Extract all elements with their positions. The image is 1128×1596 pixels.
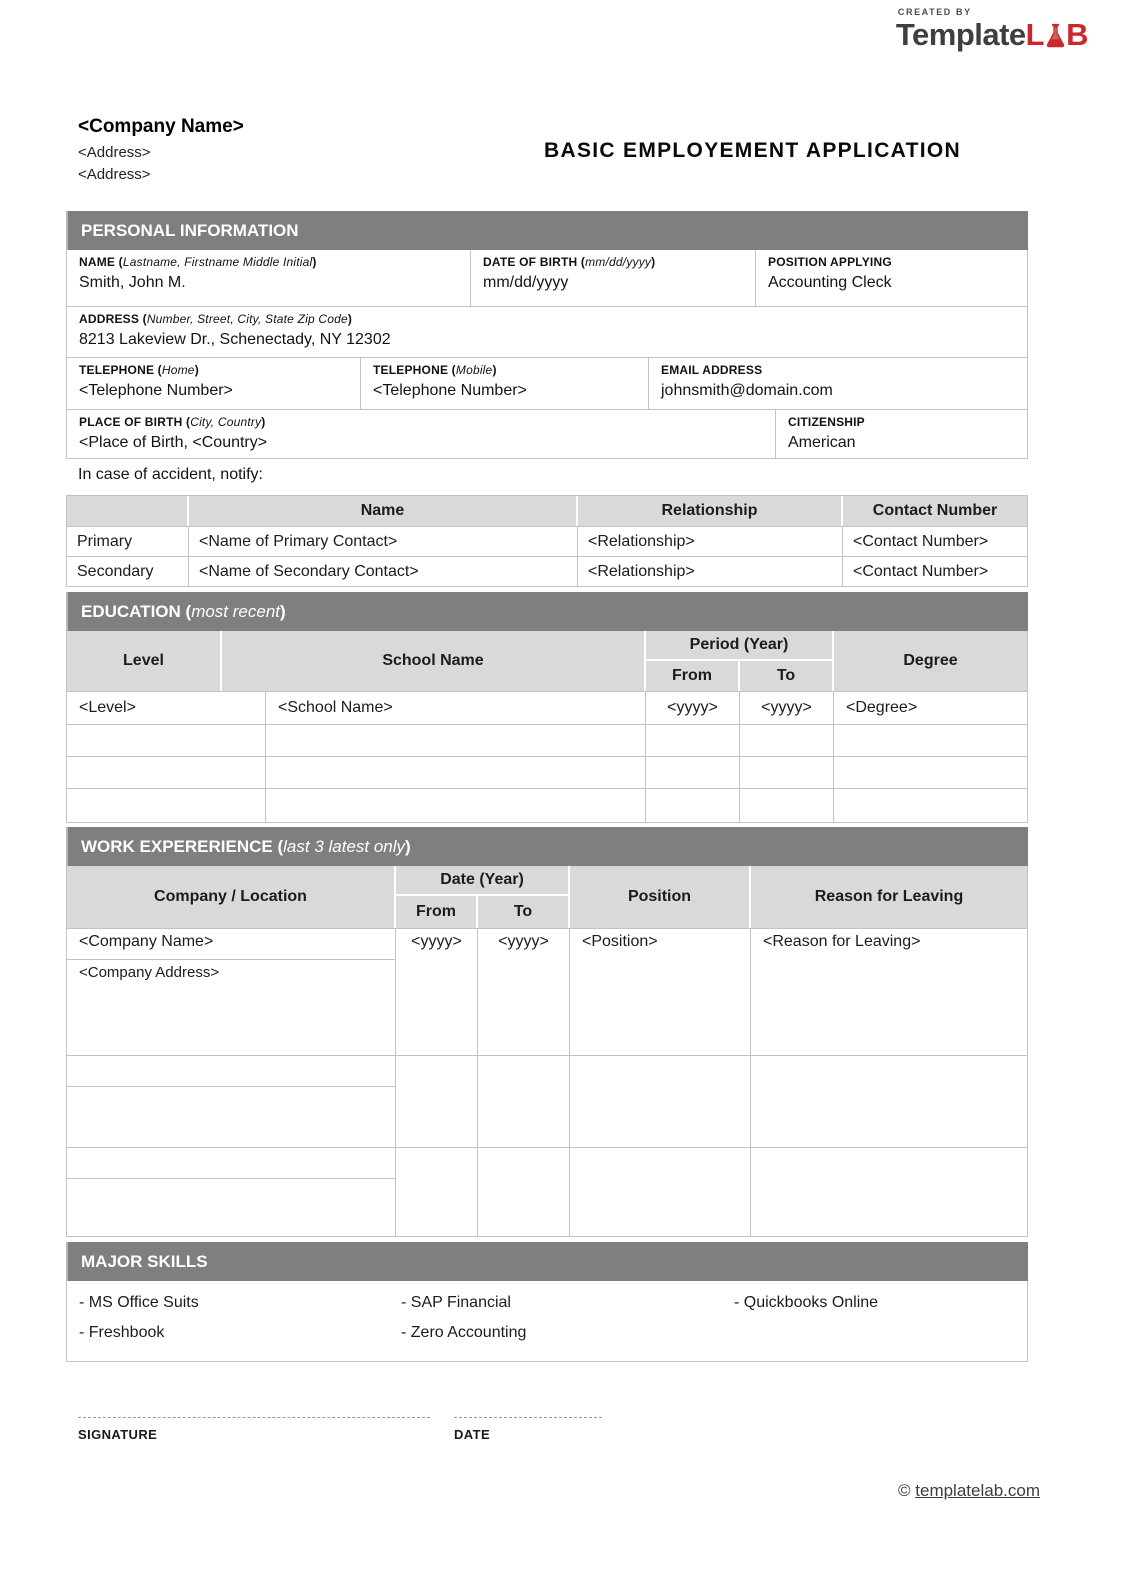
- column-header: Position: [570, 866, 751, 928]
- cell: <yyyy>: [740, 691, 834, 724]
- position-applying-field-label: POSITION APPLYING: [768, 255, 892, 269]
- column-header: [67, 496, 189, 526]
- cell: [834, 724, 1027, 756]
- contacts-header-row: [67, 496, 1027, 526]
- section-bar-work-experience: WORK EXPERERIENCE (last 3 latest only): [66, 827, 1028, 866]
- position-applying-field-value: Accounting Cleck: [768, 274, 892, 291]
- cell: [834, 788, 1027, 822]
- skills-row: [79, 1319, 1027, 1349]
- cell: [751, 1056, 1027, 1147]
- telephone-mobile-field-value: <Telephone Number>: [373, 382, 527, 399]
- column-header: From: [396, 896, 478, 928]
- column-header: School Name: [222, 631, 646, 691]
- table-row: [67, 788, 1027, 822]
- telephone-home-field: [67, 358, 361, 410]
- cell: [67, 788, 266, 822]
- column-header: Relationship: [578, 496, 843, 526]
- column-header: Name: [189, 496, 578, 526]
- cell: [67, 1056, 396, 1087]
- document-title: BASIC EMPLOYEMENT APPLICATION: [544, 139, 961, 162]
- logo-brand-template: Template: [895, 17, 1026, 52]
- cell: <Reason for Leaving>: [763, 933, 921, 950]
- email-field-value: johnsmith@domain.com: [661, 382, 833, 399]
- logo-brand-b: B: [1066, 17, 1088, 52]
- work-entry-block: [67, 1055, 1027, 1147]
- cell: [740, 788, 834, 822]
- column-header: To: [740, 661, 834, 691]
- cell: [67, 724, 266, 756]
- cell: [266, 788, 646, 822]
- work-entry-block: [67, 1147, 1027, 1236]
- templatelab-link[interactable]: templatelab.com: [915, 1481, 1040, 1500]
- cell: [396, 1148, 478, 1236]
- cell: [646, 756, 740, 788]
- cell: Primary: [67, 526, 189, 556]
- skills-row: [79, 1289, 1027, 1319]
- templatelab-logo: [896, 8, 1088, 50]
- address-field-label: ADDRESS (Number, Street, City, State Zip Code): [79, 312, 353, 326]
- cell: [646, 724, 740, 756]
- name-field-value: Smith, John M.: [79, 274, 186, 291]
- cell: <School Name>: [266, 691, 646, 724]
- cell: [740, 724, 834, 756]
- table-row: [67, 724, 1027, 756]
- citizenship-field: [776, 410, 1027, 458]
- table-row: [67, 307, 1027, 358]
- skill-item: - SAP Financial: [401, 1294, 511, 1311]
- cell: <Name of Secondary Contact>: [189, 556, 578, 586]
- signature-label: SIGNATURE: [78, 1427, 158, 1442]
- cell: [396, 1056, 478, 1147]
- date-label: DATE: [454, 1427, 491, 1442]
- logo-created-by: CREATED BY: [897, 7, 972, 17]
- section-bar-major-skills: MAJOR SKILLS: [66, 1242, 1028, 1281]
- table-row: [67, 358, 1027, 410]
- column-header: Degree: [834, 631, 1027, 691]
- company-block: [78, 116, 244, 188]
- date-of-birth-field-label: DATE OF BIRTH (mm/dd/yyyy): [483, 255, 656, 269]
- education-table: [66, 631, 1028, 823]
- address-field-value: 8213 Lakeview Dr., Schenectady, NY 12302: [79, 331, 391, 348]
- column-header: Period (Year): [646, 631, 834, 661]
- page-footer: [898, 1481, 1040, 1501]
- skill-item: - MS Office Suits: [79, 1294, 199, 1311]
- cell: <Degree>: [834, 691, 1027, 724]
- cell: [67, 1148, 396, 1179]
- cell: [266, 724, 646, 756]
- skill-item: - Freshbook: [79, 1324, 165, 1341]
- flask-icon: [1045, 23, 1066, 49]
- address-field: [67, 307, 1027, 358]
- email-field: [649, 358, 1027, 410]
- email-field-label: EMAIL ADDRESS: [661, 363, 763, 377]
- signature-line: [78, 1408, 430, 1418]
- place-of-birth-field: [67, 410, 776, 458]
- date-of-birth-field-value: mm/dd/yyyy: [483, 274, 569, 291]
- table-row: [67, 556, 1027, 586]
- company-address-1: <Address>: [78, 144, 151, 161]
- cell: [834, 756, 1027, 788]
- position-applying-field: [756, 250, 1027, 307]
- column-header: To: [478, 896, 570, 928]
- education-header-row: [67, 631, 1027, 691]
- column-header: Company / Location: [67, 866, 396, 928]
- cell: <Position>: [570, 929, 751, 1055]
- cell: <Name of Primary Contact>: [189, 526, 578, 556]
- personal-info-table: [66, 250, 1028, 459]
- cell: Secondary: [67, 556, 189, 586]
- company-address-2: <Address>: [78, 166, 151, 183]
- work-header-row: [67, 866, 1027, 928]
- cell: [67, 756, 266, 788]
- cell: <Contact Number>: [843, 526, 1027, 556]
- column-header: Reason for Leaving: [751, 866, 1027, 928]
- column-header: Contact Number: [843, 496, 1027, 526]
- name-field: [67, 250, 471, 307]
- skill-item: [734, 1319, 1027, 1349]
- telephone-mobile-field-label: TELEPHONE (Mobile): [373, 363, 497, 377]
- emergency-contacts-table: [66, 495, 1028, 587]
- table-row: [67, 691, 1027, 724]
- cell: [266, 756, 646, 788]
- table-row: [67, 526, 1027, 556]
- work-entry-block: [67, 928, 1027, 1055]
- logo-brand: [896, 19, 1088, 50]
- cell: <Company Name>: [67, 929, 396, 960]
- cell: [740, 756, 834, 788]
- accident-notify-text: In case of accident, notify:: [78, 466, 263, 483]
- cell: [67, 1179, 396, 1236]
- work-experience-table: [66, 866, 1028, 1237]
- cell: <Relationship>: [578, 526, 843, 556]
- skill-item: - Zero Accounting: [401, 1324, 527, 1341]
- telephone-home-field-value: <Telephone Number>: [79, 382, 233, 399]
- cell: [646, 788, 740, 822]
- table-row: [67, 410, 1027, 458]
- name-field-label: NAME (Lastname, Firstname Middle Initial): [79, 255, 317, 269]
- company-name: <Company Name>: [78, 116, 244, 137]
- cell: [67, 1087, 396, 1147]
- cell: <Relationship>: [578, 556, 843, 586]
- signature-block: [78, 1408, 638, 1442]
- citizenship-field-label: CITIZENSHIP: [788, 415, 865, 429]
- column-header: Level: [67, 631, 222, 691]
- section-bar-education: EDUCATION (most recent): [66, 592, 1028, 631]
- cell: [570, 1056, 751, 1147]
- copyright-icon: ©: [898, 1481, 911, 1500]
- date-of-birth-field: [471, 250, 756, 307]
- major-skills-box: [66, 1281, 1028, 1362]
- place-of-birth-field-value: <Place of Birth, <Country>: [79, 434, 268, 451]
- telephone-mobile-field: [361, 358, 649, 410]
- skill-item: - Quickbooks Online: [734, 1294, 879, 1311]
- table-row: [67, 756, 1027, 788]
- cell: <Contact Number>: [843, 556, 1027, 586]
- place-of-birth-field-label: PLACE OF BIRTH (City, Country): [79, 415, 266, 429]
- cell: <Level>: [67, 691, 266, 724]
- citizenship-field-value: American: [788, 434, 856, 451]
- column-header: From: [646, 661, 740, 691]
- cell: <yyyy>: [478, 929, 570, 1055]
- table-row: [67, 250, 1027, 307]
- cell: <yyyy>: [646, 691, 740, 724]
- application-form: [66, 211, 1028, 1362]
- cell: <yyyy>: [396, 929, 478, 1055]
- telephone-home-field-label: TELEPHONE (Home): [79, 363, 199, 377]
- cell: [478, 1056, 570, 1147]
- cell: <Company Address>: [67, 960, 396, 1055]
- logo-brand-l: L: [1025, 17, 1045, 52]
- section-bar-personal-information: PERSONAL INFORMATION: [66, 211, 1028, 250]
- cell: [751, 1148, 1027, 1236]
- column-header: Date (Year): [396, 866, 570, 896]
- cell: [478, 1148, 570, 1236]
- cell: [570, 1148, 751, 1236]
- date-line: [454, 1408, 602, 1418]
